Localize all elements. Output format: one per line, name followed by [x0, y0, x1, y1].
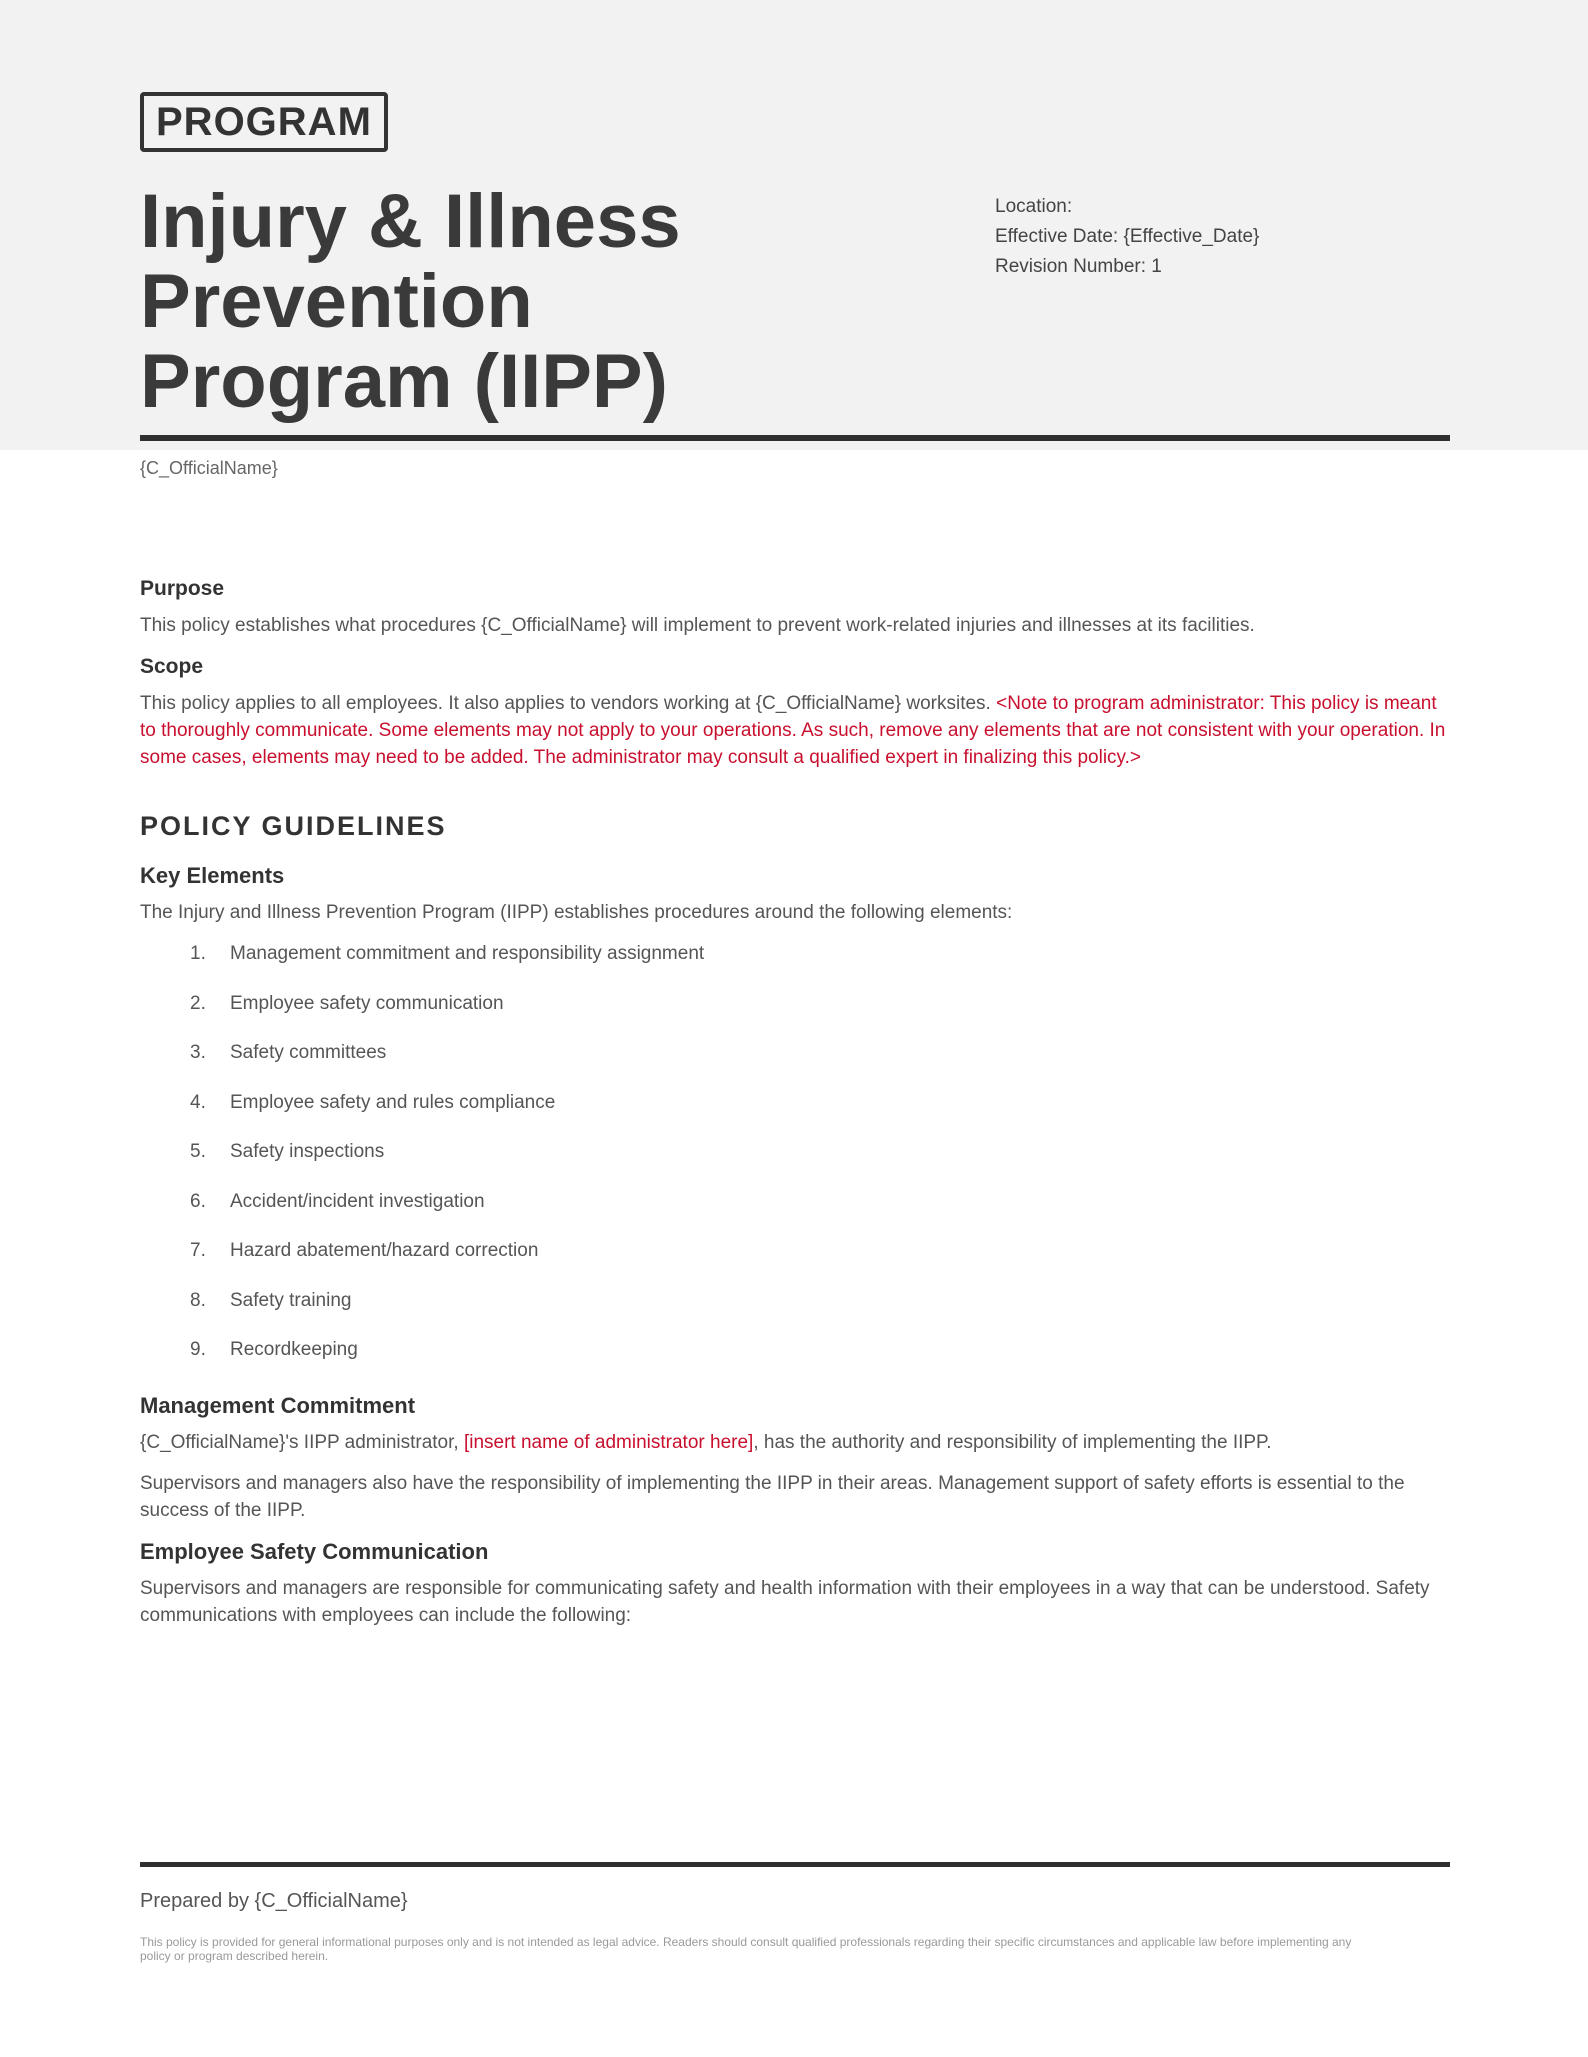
footer-divider — [140, 1862, 1450, 1867]
list-item — [140, 990, 1450, 1040]
list-item-number: 6. — [190, 1190, 206, 1212]
document-meta — [995, 192, 1415, 282]
employee-safety-communication-text: Supervisors and managers are responsible for communicating safety and health information with their employees in a way that can be understood. Safety communications with employees can include the following: — [140, 1577, 1430, 1626]
list-item-label: Accident/incident investigation — [230, 1190, 485, 1212]
company-name: {C_OfficialName} — [140, 458, 278, 478]
list-item — [140, 1039, 1450, 1089]
list-item-label: Hazard abatement/hazard correction — [230, 1240, 539, 1261]
purpose-text: This policy establishes what procedures {C_OfficialName} will implement to prevent work-related injuries and illnesses at its facilities. — [140, 615, 1255, 636]
list-item — [140, 1188, 1450, 1238]
list-item-label: Employee safety communication — [230, 992, 504, 1014]
header-divider — [140, 435, 1450, 441]
footer-disclaimer: This policy is provided for general informational purposes only and is not intended as legal advice. Readers should consult qualified professionals regarding their specific circumstances and applicable law before implementing any policy or program described herein. — [140, 1935, 1352, 1963]
list-item-label: Employee safety and rules compliance — [230, 1091, 556, 1113]
employee-safety-communication-heading: Employee Safety Communication — [140, 1538, 489, 1564]
management-p1-after: , has the authority and responsibility of implementing the IIPP. — [753, 1431, 1272, 1453]
list-item-number: 1. — [190, 943, 206, 964]
list-item-label: Safety committees — [230, 1042, 387, 1063]
key-elements-list — [140, 940, 1450, 1386]
list-item-number: 7. — [190, 1240, 206, 1261]
footer-prepared-by: Prepared by {C_OfficialName} — [140, 1890, 408, 1912]
scope-heading: Scope — [140, 655, 204, 678]
list-item-number: 9. — [190, 1339, 206, 1360]
management-commitment-p1 — [140, 1429, 1450, 1456]
list-item-label: Safety inspections — [230, 1141, 385, 1162]
list-item-number: 5. — [190, 1141, 206, 1162]
scope-text — [140, 690, 1450, 771]
list-item — [140, 940, 1450, 990]
document-title: Injury & Illness Prevention Program (IIPP) — [140, 179, 681, 424]
meta-revision-number: Revision Number: 1 — [995, 256, 1162, 277]
list-item-label: Safety training — [230, 1289, 352, 1311]
list-item-label: Management commitment and responsibility assignment — [230, 943, 705, 964]
list-item-number: 8. — [190, 1289, 206, 1311]
list-item-number: 4. — [190, 1091, 206, 1113]
program-badge: PROGRAM — [140, 92, 388, 152]
document-body — [140, 575, 1450, 1643]
list-item — [140, 1138, 1450, 1188]
management-commitment-p2: Supervisors and managers also have the responsibility of implementing the IIPP in their areas. Management support of safety efforts is essential to the success of the IIPP. — [140, 1472, 1405, 1521]
administrator-name-placeholder: [insert name of administrator here] — [463, 1431, 754, 1453]
key-elements-heading: Key Elements — [140, 863, 285, 888]
list-item — [140, 1089, 1450, 1139]
list-item — [140, 1237, 1450, 1287]
list-item-label: Recordkeeping — [230, 1339, 358, 1360]
meta-effective-date: Effective Date: {Effective_Date} — [995, 226, 1260, 247]
scope-text-plain: This policy applies to all employees. It also applies to vendors working at {C_OfficialName} worksites. — [140, 693, 991, 714]
purpose-heading: Purpose — [140, 577, 225, 600]
management-commitment-heading: Management Commitment — [140, 1392, 416, 1418]
list-item — [140, 1336, 1450, 1386]
list-item — [140, 1287, 1450, 1337]
key-elements-intro: The Injury and Illness Prevention Program (IIPP) establishes procedures around the following elements: — [140, 902, 1013, 923]
list-item-number: 3. — [190, 1042, 206, 1063]
policy-guidelines-title: POLICY GUIDELINES — [140, 811, 447, 841]
scope-admin-note: <Note to program administrator: This policy is meant to thoroughly communicate. Some elements may not apply to your operations. As such, remove any elements that are not consistent with your operation. In some cases, elements may need to be added. The administrator may consult a qualified expert in finalizing this policy.> — [140, 693, 1446, 768]
management-p1-before: {C_OfficialName}'s IIPP administrator, — [140, 1431, 459, 1453]
list-item-number: 2. — [190, 992, 206, 1014]
meta-location: Location: — [995, 196, 1073, 217]
